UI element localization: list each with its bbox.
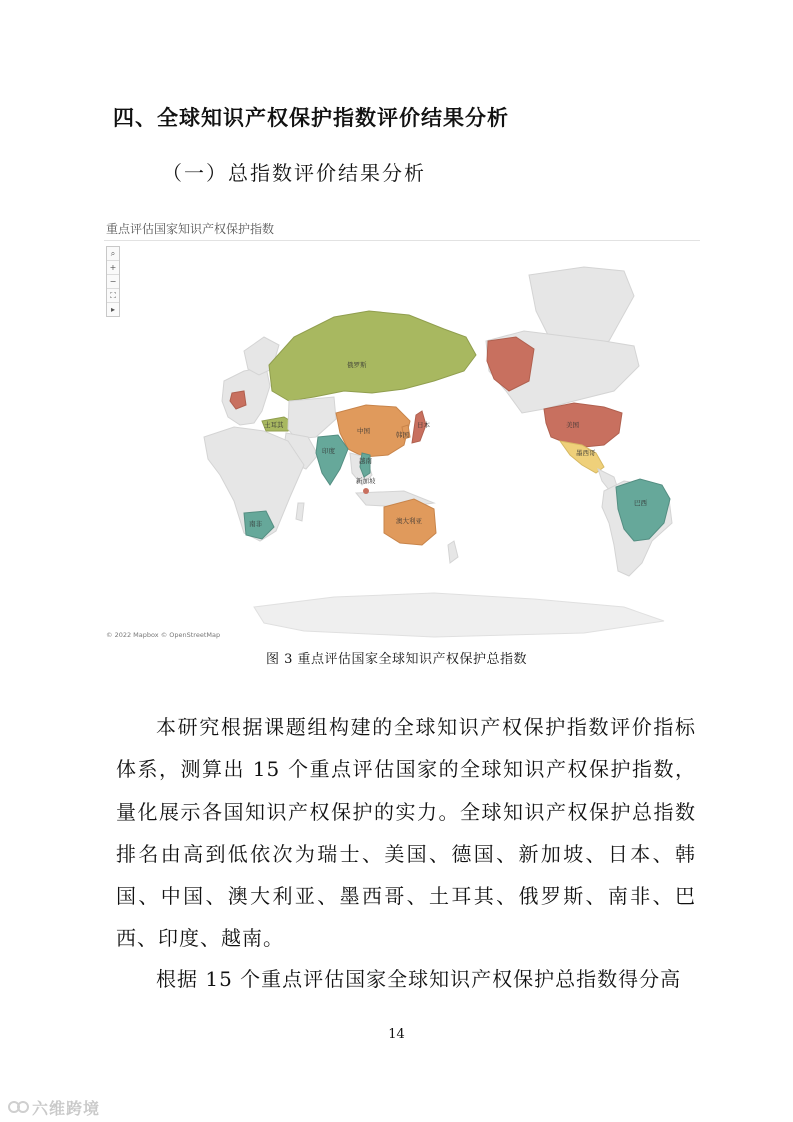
label-turkey: 土耳其 — [264, 421, 284, 429]
label-singapore: 新加坡 — [356, 477, 376, 485]
subsection-heading: （一）总指数评价结果分析 — [162, 161, 426, 185]
map-attribution: © 2022 Mapbox © OpenStreetMap — [106, 631, 221, 639]
label-vietnam: 越南 — [359, 457, 372, 465]
zoom-out-button[interactable]: − — [107, 275, 119, 289]
figure-caption: 图 3 重点评估国家全球知识产权保护总指数 — [265, 652, 528, 667]
section-heading: 四、全球知识产权保护指数评价结果分析 — [113, 106, 509, 130]
play-button[interactable]: ▸ — [110, 305, 115, 314]
label-japan: 日本 — [417, 421, 430, 429]
label-korea: 韩国 — [396, 431, 409, 439]
body-paragraph-2: 根据 15 个重点评估国家全球知识产权保护总指数得分高 — [156, 967, 682, 991]
madagascar — [296, 503, 304, 521]
map-search-button[interactable]: ⌕ — [107, 247, 119, 261]
body-paragraph-1: 本研究根据课题组构建的全球知识产权保护指数评价指标体系，测算出 15 个重点评估国家的全球知识产权保护指数，量化展示各国知识产权保护的实力。全球知识产权保护总指数排名由高到低依次为瑞士、美国、德国、新加坡、日本、韩国、中国、澳大利亚、墨西哥、土耳其、俄罗斯、南非、巴西、印度、越南。 — [116, 715, 696, 951]
map-title: 重点评估国家知识产权保护指数 — [106, 222, 275, 236]
label-russia: 俄罗斯 — [347, 361, 367, 369]
map-canvas[interactable] — [104, 241, 700, 641]
fullscreen-button[interactable]: ⛶ — [107, 289, 119, 303]
watermark: 六维跨境 — [32, 1099, 101, 1118]
label-usa: 美国 — [566, 421, 579, 429]
page-number: 14 — [388, 1027, 405, 1042]
label-china: 中国 — [357, 427, 370, 435]
label-mexico: 墨西哥 — [576, 449, 596, 457]
map-controls — [106, 246, 120, 317]
label-brazil: 巴西 — [634, 499, 647, 507]
label-india: 印度 — [322, 447, 335, 455]
watermark-logo-icon — [8, 1098, 32, 1116]
zoom-in-button[interactable]: + — [107, 261, 119, 275]
label-australia: 澳大利亚 — [396, 517, 422, 525]
world-map[interactable] — [104, 240, 700, 641]
country-singapore[interactable] — [363, 488, 369, 494]
label-south-africa: 南非 — [249, 520, 262, 528]
